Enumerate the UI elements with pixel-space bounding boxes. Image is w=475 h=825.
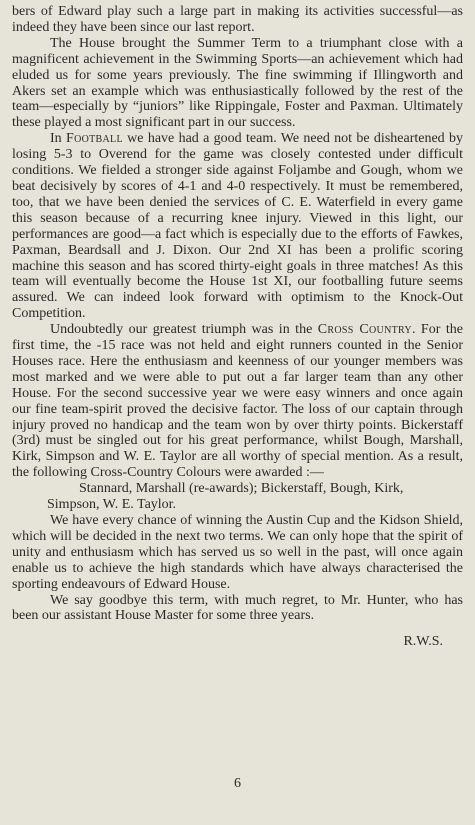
paragraph-cups: We have every chance of winning the Austin Cup and the Kidson Shield, which will be decided in the next two terms. We can only hope that the spirit of unity and enthusiasm which has served us so well in the past, will once again enable us to achieve the high standards which have always characterised the sporting endeavours of Edward House. <box>12 513 463 592</box>
colours-list <box>12 481 463 513</box>
football-heading: Football <box>66 131 123 147</box>
paragraph-cross-country <box>12 322 463 481</box>
paragraph-swimming: The House brought the Summer Term to a triumphant close with a magnificent achievement in the Swimming Sports—an achievement which had eluded us for some years previously. The fine swimming if Illingworth and Akers set an example which was enthusiastically followed by the rest of the team—especially by “juniors” like Rippingale, Foster and Paxman. Ultimately these played a most significant part in our success. <box>12 35 463 131</box>
cross-country-lead: Undoubtedly our greatest triumph was in the <box>50 322 313 338</box>
cross-country-body: . For the first time, the -15 race was not held and eight runners counted in the Senior Houses race. Here the enthusiasm and keenness of our younger members was most marked and we were able to put out a far larger team than any other House. For the second successive year we were easy winners and once again our fine team-spirit proved the decisive factor. The loss of our captain through injury proved no handicap and the team won by over thirty points. Bickerstaff (3rd) must be singled out for his great performance, whilst Bough, Marshall, Kirk, Simpson and W. E. Taylor are all worthy of special mention. As a result, the following Cross-Country Colours were awarded :— <box>12 322 463 481</box>
signature: R.W.S. <box>403 634 443 650</box>
paragraph-football <box>12 131 463 322</box>
cross-country-heading: Cross Country <box>317 322 412 338</box>
paragraph-continuation: bers of Edward play such a large part in making its activities successful—as indeed they have been since our last report. <box>12 4 463 35</box>
colours-line-2: Simpson, W. E. Taylor. <box>47 497 177 513</box>
football-body: we have had a good team. We need not be disheartened by losing 5-3 to Overend for the game was closely contested under difficult conditions. We fielded a stronger side against Foljambe and Gough, whom we beat decisively by scores of 4-1 and 4-0 respectively. It must be remembered, too, that we have been denied the services of C. E. Waterfield in every game this season because of a recurring knee injury. Viewed in this light, our performances are good—a fact which is especially due to the efforts of Fawkes, Paxman, Beardsall and J. Dixon. Our 2nd XI has been a prolific scoring machine this season and has scored thirty-eight goals in three matches! As this team will eventually become the House 1st XI, our footballing future seems assured. We can indeed look forward with optimism to the Knock-Out Competition. <box>12 131 463 322</box>
page-number: 6 <box>234 776 241 791</box>
football-lead: In <box>50 131 62 147</box>
colours-line-1: Stannard, Marshall (re-awards); Bickerstaff, Bough, Kirk, <box>79 481 404 497</box>
paragraph-goodbye: We say goodbye this term, with much regret, to Mr. Hunter, who has been our assistant House Master for some three years. <box>12 592 463 624</box>
